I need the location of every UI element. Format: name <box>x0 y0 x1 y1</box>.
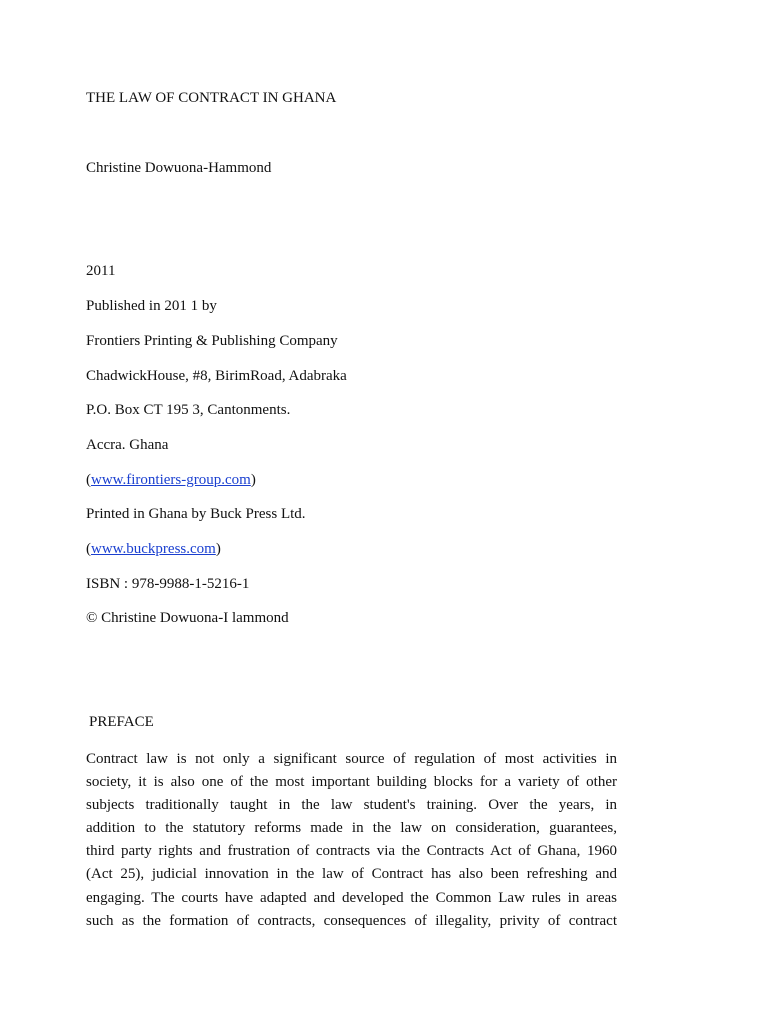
printer-url-line <box>86 540 221 558</box>
printer-url-close-paren: ) <box>215 541 221 557</box>
preface-paragraph <box>86 748 617 933</box>
preface-line: engaging. The courts have adapted and developed the Common Law rules in areas <box>86 889 617 906</box>
publisher-name: Frontiers Printing & Publishing Company <box>86 333 338 349</box>
publisher-url-link[interactable]: www.firontiers-group.com <box>91 472 251 488</box>
publisher-url-open-paren: ( <box>86 472 91 488</box>
publisher-address: ChadwickHouse, #8, BirimRoad, Adabraka <box>86 368 347 384</box>
printed-by-line: Printed in Ghana by Buck Press Ltd. <box>86 506 306 522</box>
publisher-url-close-paren: ) <box>250 472 256 488</box>
preface-line: subjects traditionally taught in the law student's training. Over the years, in <box>86 797 617 814</box>
copyright-line: © Christine Dowuona-I lammond <box>86 610 289 626</box>
preface-line: addition to the statutory reforms made in the law on consideration, guarantees, <box>86 820 617 837</box>
printer-url-link[interactable]: www.buckpress.com <box>91 541 216 557</box>
publisher-city: Accra. Ghana <box>86 437 169 453</box>
preface-line: (Act 25), judicial innovation in the law of Contract has also been refreshing and <box>86 866 617 883</box>
preface-heading: PREFACE <box>89 714 154 730</box>
preface-line: such as the formation of contracts, consequences of illegality, privity of contract <box>86 912 617 929</box>
publication-year: 2011 <box>86 263 116 279</box>
author-name: Christine Dowuona-Hammond <box>86 160 272 176</box>
preface-line: society, it is also one of the most important building blocks for a variety of other <box>86 774 617 791</box>
isbn-line: ISBN : 978-9988-1-5216-1 <box>86 576 250 592</box>
preface-line: third party rights and frustration of contracts via the Contracts Act of Ghana, 1960 <box>86 843 617 860</box>
publisher-url-line <box>86 471 256 489</box>
book-title: THE LAW OF CONTRACT IN GHANA <box>86 90 337 106</box>
preface-line: Contract law is not only a significant source of regulation of most activities in <box>86 751 617 767</box>
published-line: Published in 201 1 by <box>86 298 217 314</box>
publisher-po-box: P.O. Box CT 195 3, Cantonments. <box>86 402 291 418</box>
printer-url-open-paren: ( <box>86 541 91 557</box>
